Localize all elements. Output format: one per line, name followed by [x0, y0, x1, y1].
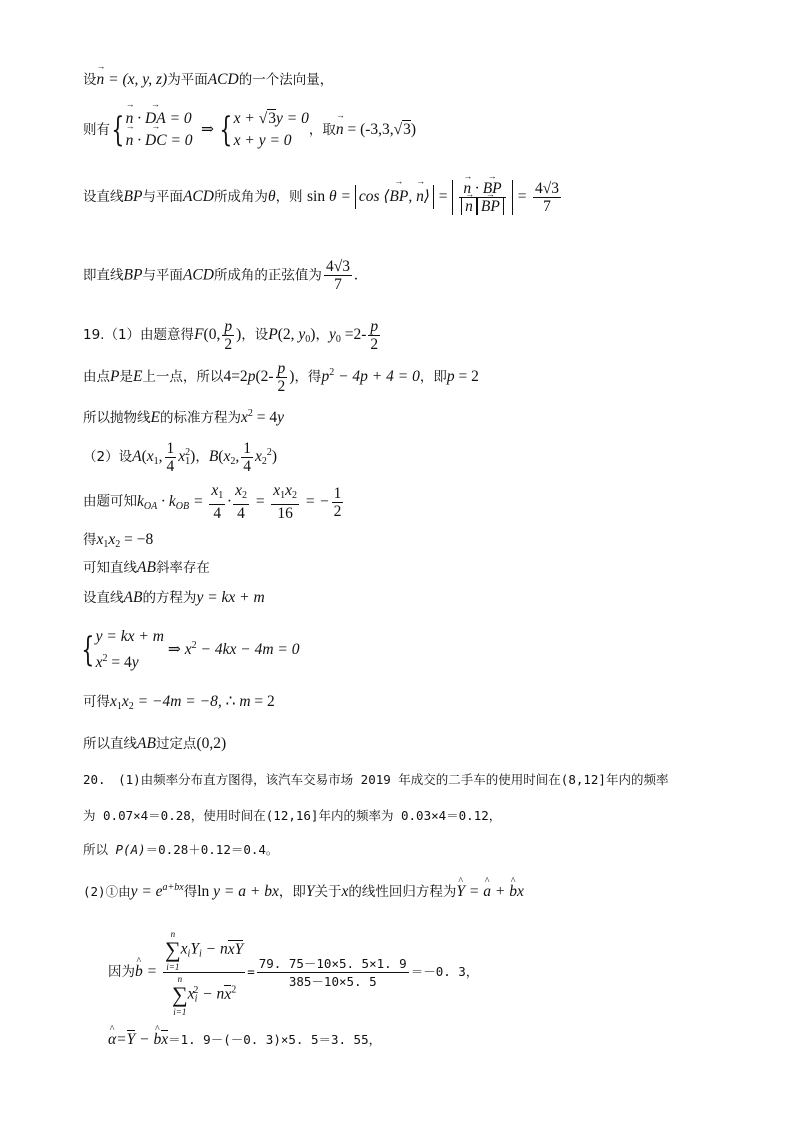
implies: ⇒	[200, 121, 214, 138]
line-sine	[83, 180, 563, 215]
text: ，则	[275, 189, 303, 206]
q20-line-1: 20. (1)由频率分布直方图得，该汽车交易市场 2019 年成交的二手车的使用时间在(8,12]年内的频率	[83, 772, 669, 787]
math-eq-f: y = kx + m	[196, 589, 265, 606]
math-system-3: y = kx + m $x^2 = 4y$	[95, 628, 164, 671]
text: 的标准方程为	[159, 410, 241, 426]
math: E	[132, 368, 143, 386]
math-point-b: $B(x_2$, $\frac{1}{4}$ $x_2^2$)	[208, 440, 278, 475]
text: 所成角的正弦值为	[213, 267, 322, 284]
text: 过定点	[155, 736, 197, 752]
calc-result: ＝－0. 3，	[410, 964, 479, 980]
text: 则有	[83, 122, 110, 138]
line-sine-answer	[83, 258, 358, 293]
math: P(A)	[115, 842, 146, 857]
q19-line-6	[83, 530, 153, 555]
text: 设直线	[83, 590, 124, 606]
q19-line-8	[83, 588, 265, 608]
math: ACD	[182, 188, 214, 206]
q19-line-3	[83, 404, 284, 428]
text: 的一个法向量，	[238, 72, 334, 88]
math: Y	[305, 883, 315, 900]
text: 与平面	[142, 189, 183, 206]
text: 的方程为	[142, 590, 197, 606]
math-eq-a: 4=2p(2- $\frac{p}{2}$ )	[223, 360, 295, 395]
text: （2）设	[83, 449, 133, 466]
q20-line-4	[83, 878, 524, 902]
math: P	[110, 368, 120, 386]
text: 为平面	[167, 72, 208, 88]
q19-line-11	[83, 734, 226, 754]
math: BP	[123, 266, 143, 284]
text: ，取	[308, 122, 336, 138]
q19-line-2	[83, 360, 479, 395]
text: 上一点，所以	[142, 369, 224, 386]
text: 的线性回归方程为	[348, 884, 457, 900]
math-normal-vector: → n = (x, y, z)	[97, 71, 168, 88]
q19-line-10	[83, 692, 275, 717]
math: AB	[137, 559, 156, 576]
text: ＝0.28＋0.12＝0.4。	[145, 842, 279, 857]
frac-den: 7	[334, 276, 342, 293]
text: 设	[83, 72, 97, 88]
frac-num: 4√3	[535, 180, 560, 197]
text: 设直线	[83, 189, 124, 206]
text: ，得	[294, 369, 322, 386]
text: 得	[83, 532, 97, 548]
math-a-hat: ^ α=Y − ^ bx	[108, 1031, 168, 1048]
q19-line-9	[83, 626, 300, 674]
math-eq-c: p = 2	[446, 368, 479, 386]
math-ln: ln y = a + bx	[197, 883, 279, 900]
math-eq-e: $x_1x_2 = -8$	[96, 531, 154, 550]
math-focus: F(0, $\frac{p}{2}$ )	[194, 318, 242, 353]
math: θ	[267, 188, 276, 206]
text: ，	[315, 327, 329, 344]
math-eq-b: $p^2 - 4p + 4 = 0$	[321, 367, 420, 386]
text: ，设	[241, 327, 269, 344]
text: 因为	[108, 964, 135, 981]
text: 可知直线	[83, 560, 137, 576]
text: 与平面	[142, 267, 183, 284]
math: AB	[137, 735, 156, 752]
math-b-hat: ^ b = n ∑ i=1xiYi − nxY n ∑ $i=1xi^2 - nx^2$	[135, 963, 247, 980]
text: 所成角为	[213, 189, 268, 206]
math-regression: ^ Y = ^ a + ^ bx	[456, 883, 523, 900]
math: ACD	[182, 266, 214, 284]
text: ，	[195, 449, 209, 466]
math-exp: $y = e^{a+bx}$	[130, 882, 184, 900]
q19-line-5	[83, 482, 345, 522]
q19-line-1	[83, 318, 382, 353]
math-fixed-point: (0,2)	[196, 735, 227, 752]
math-system-2: x + √3y = 0 x + y = 0	[233, 110, 309, 149]
text: 可得	[83, 694, 110, 710]
q20-line-2: 为 0.07×4＝0.28，使用时间在(12,16]年内的频率为 0.03×4＝0.12，	[83, 808, 502, 823]
text: (2)①由	[83, 884, 131, 899]
text: 得	[183, 884, 198, 900]
text: ，即	[278, 884, 306, 900]
brace: {	[111, 110, 125, 150]
math: BP	[123, 188, 143, 206]
math-point: P(2, $y_0$)	[268, 326, 316, 346]
calc-num: 79. 75－10×5. 5×1. 9	[258, 956, 407, 972]
text: ，即	[419, 369, 447, 386]
text: 所以	[83, 842, 116, 857]
brace: {	[219, 110, 233, 150]
calc-den: 385－10×5. 5	[288, 974, 377, 990]
math-system-1: → n · → DA = 0 → n · → DC = 0	[126, 108, 193, 152]
frac-num: 4√3	[325, 258, 350, 275]
math: AB	[123, 589, 143, 606]
text: .	[353, 266, 358, 284]
text: 斜率存在	[155, 560, 210, 576]
text: 所以抛物线	[83, 410, 151, 426]
math: E	[150, 409, 160, 426]
math-result: → n = (-3,3,√3)	[336, 121, 416, 138]
text: 即直线	[83, 267, 124, 284]
q19-line-7	[83, 558, 210, 578]
text: 19.（1）由题意得	[83, 327, 195, 344]
math-b-calc: = $\frac{79. 75-10\times 5. 5\times 1. 9}{385-10\times 5. 5}$ ＝－0. 3，	[247, 956, 479, 990]
line-normal-vector	[83, 70, 333, 90]
math-y0: $y_0 =2-$ $\frac{p}{2}$	[328, 318, 379, 353]
text: 是	[119, 369, 133, 386]
q19-line-4	[83, 440, 277, 475]
brace: {	[81, 630, 95, 670]
math-point-a: $A(x_1$, $\frac{1}{4}$ $x_1^2$)	[132, 440, 196, 475]
q20-line-3	[83, 840, 278, 860]
text: ＝1. 9－(－0. 3)×5. 5＝3. 55，	[168, 1032, 382, 1047]
q20-line-5	[108, 928, 478, 1017]
text: 由点	[83, 369, 110, 386]
math: x	[341, 883, 349, 900]
math-quadratic: ⇒ $x^2 - 4kx - 4m = 0$	[167, 640, 300, 658]
math-plane: ACD	[207, 71, 239, 88]
line-system	[83, 108, 416, 152]
math-eq-d: $x^2 = 4y$	[240, 408, 284, 426]
text: 由题可知	[83, 493, 137, 510]
frac-den: 7	[543, 198, 551, 215]
math-sine-formula: sin θ = cos ⟨→ BP, → n⟩ = → n · → BP → n→ BP = $\frac{4√3}{7}$	[307, 188, 563, 205]
math-eq-g: $x_1x_2 = -4m = -8$, ∴ m = 2	[110, 693, 275, 712]
q20-line-6	[108, 1030, 381, 1050]
text: 所以直线	[83, 736, 137, 752]
text: 关于	[314, 884, 342, 900]
math-slopes: kOA · kOB = $\frac{x_1}{4}$ · $\frac{x_2}{4}$ = $\frac{x_1x_2}{16}$ = − $\frac{1}{2}$	[137, 482, 342, 522]
math-fraction	[324, 258, 352, 293]
